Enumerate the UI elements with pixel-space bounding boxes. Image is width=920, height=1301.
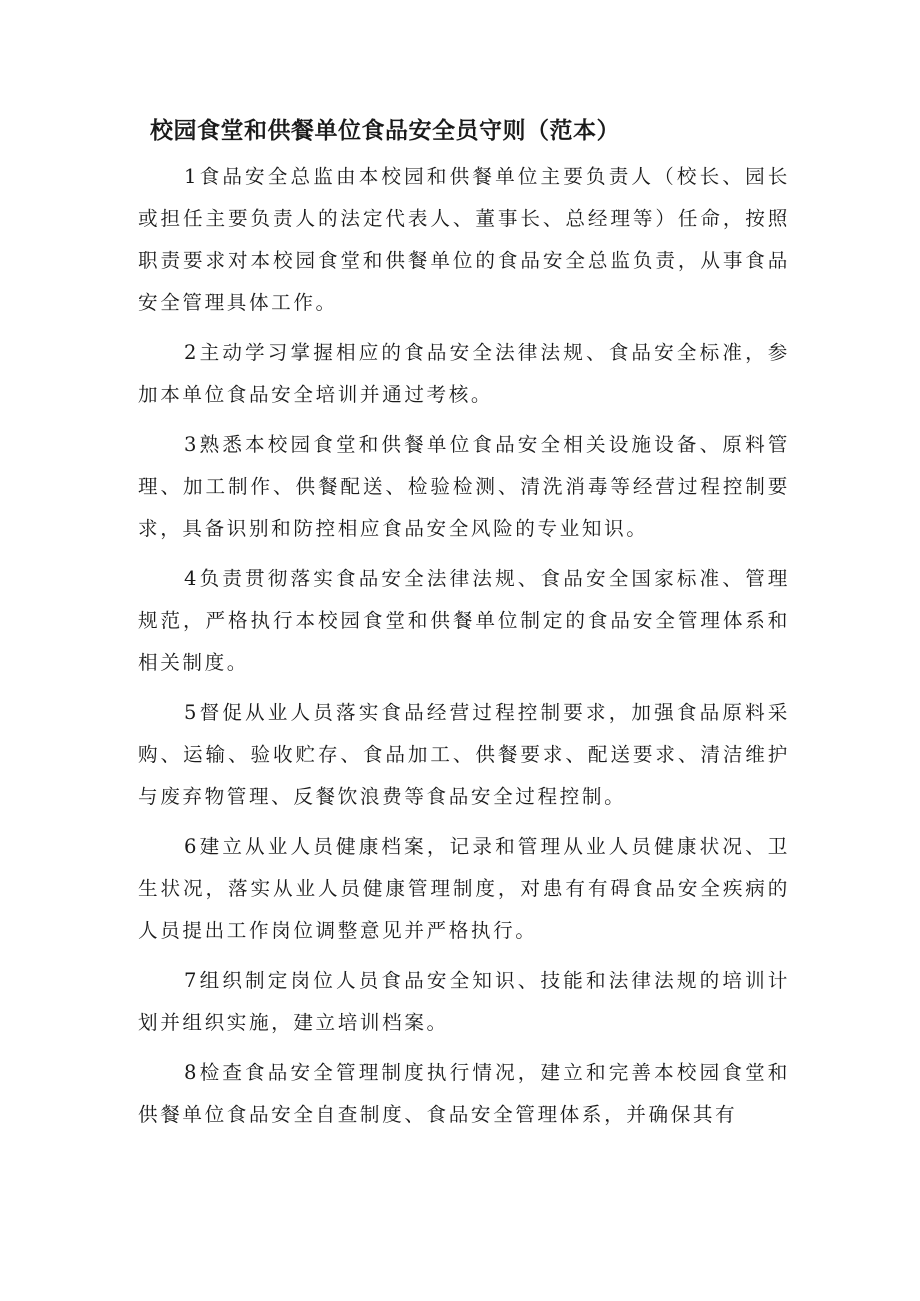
- paragraph-1: 1食品安全总监由本校园和供餐单位主要负责人（校长、园长或担任主要负责人的法定代表人、董事长、总经理等）任命，按照职责要求对本校园食堂和供餐单位的食品安全总监负责，从事食品安全管理具体工作。: [138, 165, 790, 314]
- paragraph-3: 3熟悉本校园食堂和供餐单位食品安全相关设施设备、原料管理、加工制作、供餐配送、检验检测、清洗消毒等经营过程控制要求，具备识别和防控相应食品安全风险的专业知识。: [138, 433, 790, 540]
- paragraph-7: 7组织制定岗位人员食品安全知识、技能和法律法规的培训计划并组织实施，建立培训档案。: [138, 969, 790, 1034]
- paragraph-6: 6建立从业人员健康档案，记录和管理从业人员健康状况、卫生状况，落实从业人员健康管理制度，对患有有碍食品安全疾病的人员提出工作岗位调整意见并严格执行。: [138, 835, 790, 942]
- document-title: 校园食堂和供餐单位食品安全员守则（范本）: [150, 118, 620, 144]
- paragraph-4: 4负责贯彻落实食品安全法律法规、食品安全国家标准、管理规范，严格执行本校园食堂和供餐单位制定的食品安全管理体系和相关制度。: [138, 567, 790, 674]
- document-body: [138, 156, 790, 1144]
- paragraph-5: 5督促从业人员落实食品经营过程控制要求，加强食品原料采购、运输、验收贮存、食品加工、供餐要求、配送要求、清洁维护与废弃物管理、反餐饮浪费等食品安全过程控制。: [138, 701, 790, 808]
- paragraph-2: 2主动学习掌握相应的食品安全法律法规、食品安全标准，参加本单位食品安全培训并通过考核。: [138, 341, 790, 406]
- paragraph-8: 8检查食品安全管理制度执行情况，建立和完善本校园食堂和供餐单位食品安全自查制度、食品安全管理体系，并确保其有: [138, 1061, 790, 1126]
